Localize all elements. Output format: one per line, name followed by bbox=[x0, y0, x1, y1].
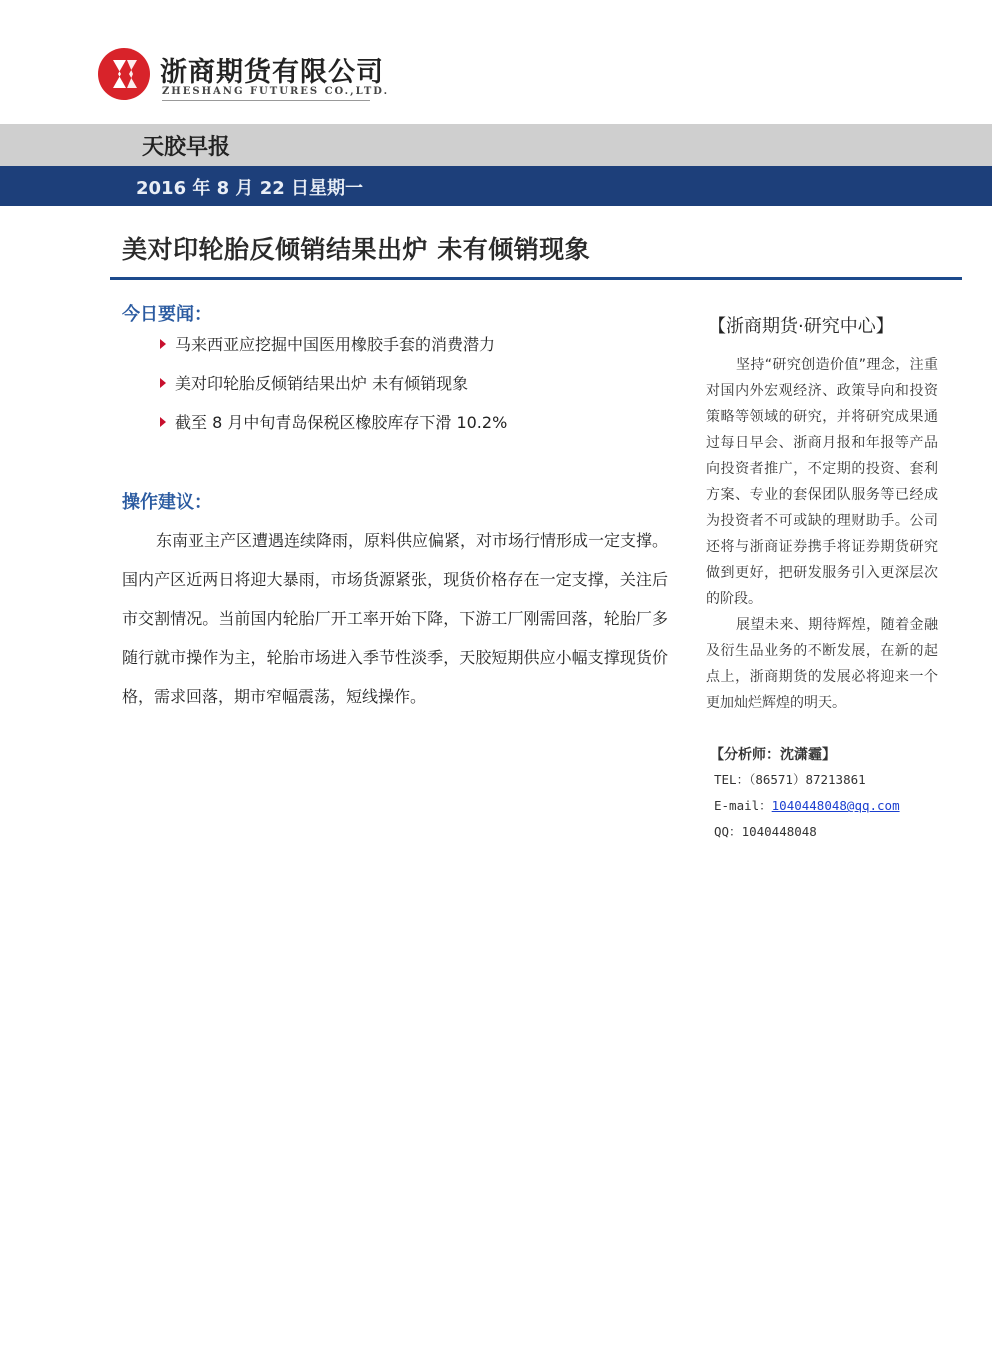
news-list bbox=[160, 332, 507, 449]
advice-body: 东南亚主产区遭遇连续降雨，原料供应偏紧，对市场行情形成一定支撑。国内产区近两日将迎大暴雨，市场货源紧张，现货价格存在一定支撑，关注后市交割情况。当前国内轮胎厂开工率开始下降，下游工厂刚需回落，轮胎厂多随行就市操作为主，轮胎市场进入季节性淡季，天胶短期供应小幅支撑现货价格，需求回落，期市窄幅震荡，短线操作。 bbox=[122, 531, 669, 706]
news-item-text: 马来西亚应挖掘中国医用橡胶手套的消费潜力 bbox=[175, 335, 496, 354]
zheshang-logo-icon bbox=[96, 46, 152, 102]
triangle-bullet-icon bbox=[160, 417, 166, 427]
analyst-title: 【分析师：沈潇霾】 bbox=[710, 747, 836, 763]
date-band bbox=[0, 166, 992, 206]
triangle-bullet-icon bbox=[160, 339, 166, 349]
company-logo bbox=[96, 46, 390, 106]
report-date: 2016 年 8 月 22 日星期一 bbox=[136, 178, 364, 199]
report-type-title: 天胶早报 bbox=[142, 135, 231, 160]
headline-divider bbox=[110, 277, 962, 280]
news-item bbox=[160, 371, 507, 410]
email-link[interactable]: 1040448048@qq.com bbox=[771, 798, 900, 813]
company-name-en: ZHESHANG FUTURES CO.,LTD. bbox=[162, 86, 390, 97]
advice-section-title: 操作建议： bbox=[122, 492, 212, 513]
report-headline: 美对印轮胎反倾销结果出炉 未有倾销现象 bbox=[122, 235, 591, 264]
company-name-cn: 浙商期货有限公司 bbox=[160, 57, 384, 88]
news-item bbox=[160, 410, 507, 449]
news-section-title: 今日要闻： bbox=[122, 304, 212, 325]
report-type-band bbox=[0, 124, 992, 166]
analyst-contact bbox=[710, 744, 950, 842]
sidebar-title: 【浙商期货·研究中心】 bbox=[708, 316, 894, 337]
news-item bbox=[160, 332, 507, 371]
sidebar-paragraph: 坚持“研究创造价值”理念，注重对国内外宏观经济、政策导向和投资策略等领域的研究，并将研究成果通过每日早会、浙商月报和年报等产品向投资者推广，不定期的投资、套利方案、专业的套保团队服务等已经成为投资者不可或缺的理财助手。公司还将与浙商证券携手将证券期货研究做到更好，把研发服务引入更深层次的阶段。 bbox=[706, 357, 938, 607]
analyst-tel: TEL：（86571）87213861 bbox=[714, 772, 866, 787]
logo-divider bbox=[162, 100, 370, 101]
sidebar-paragraph: 展望未来、期待辉煌，随着金融及衍生品业务的不断发展，在新的起点上，浙商期货的发展必将迎来一个更加灿烂辉煌的明天。 bbox=[706, 617, 938, 711]
research-center-sidebar bbox=[706, 312, 938, 716]
analyst-email: E-mail：1040448048@qq.com bbox=[714, 798, 900, 813]
news-item-text: 截至 8 月中旬青岛保税区橡胶库存下滑 10.2% bbox=[175, 413, 508, 432]
analyst-qq: QQ：1040448048 bbox=[714, 824, 817, 839]
news-item-text: 美对印轮胎反倾销结果出炉 未有倾销现象 bbox=[175, 374, 469, 393]
triangle-bullet-icon bbox=[160, 378, 166, 388]
